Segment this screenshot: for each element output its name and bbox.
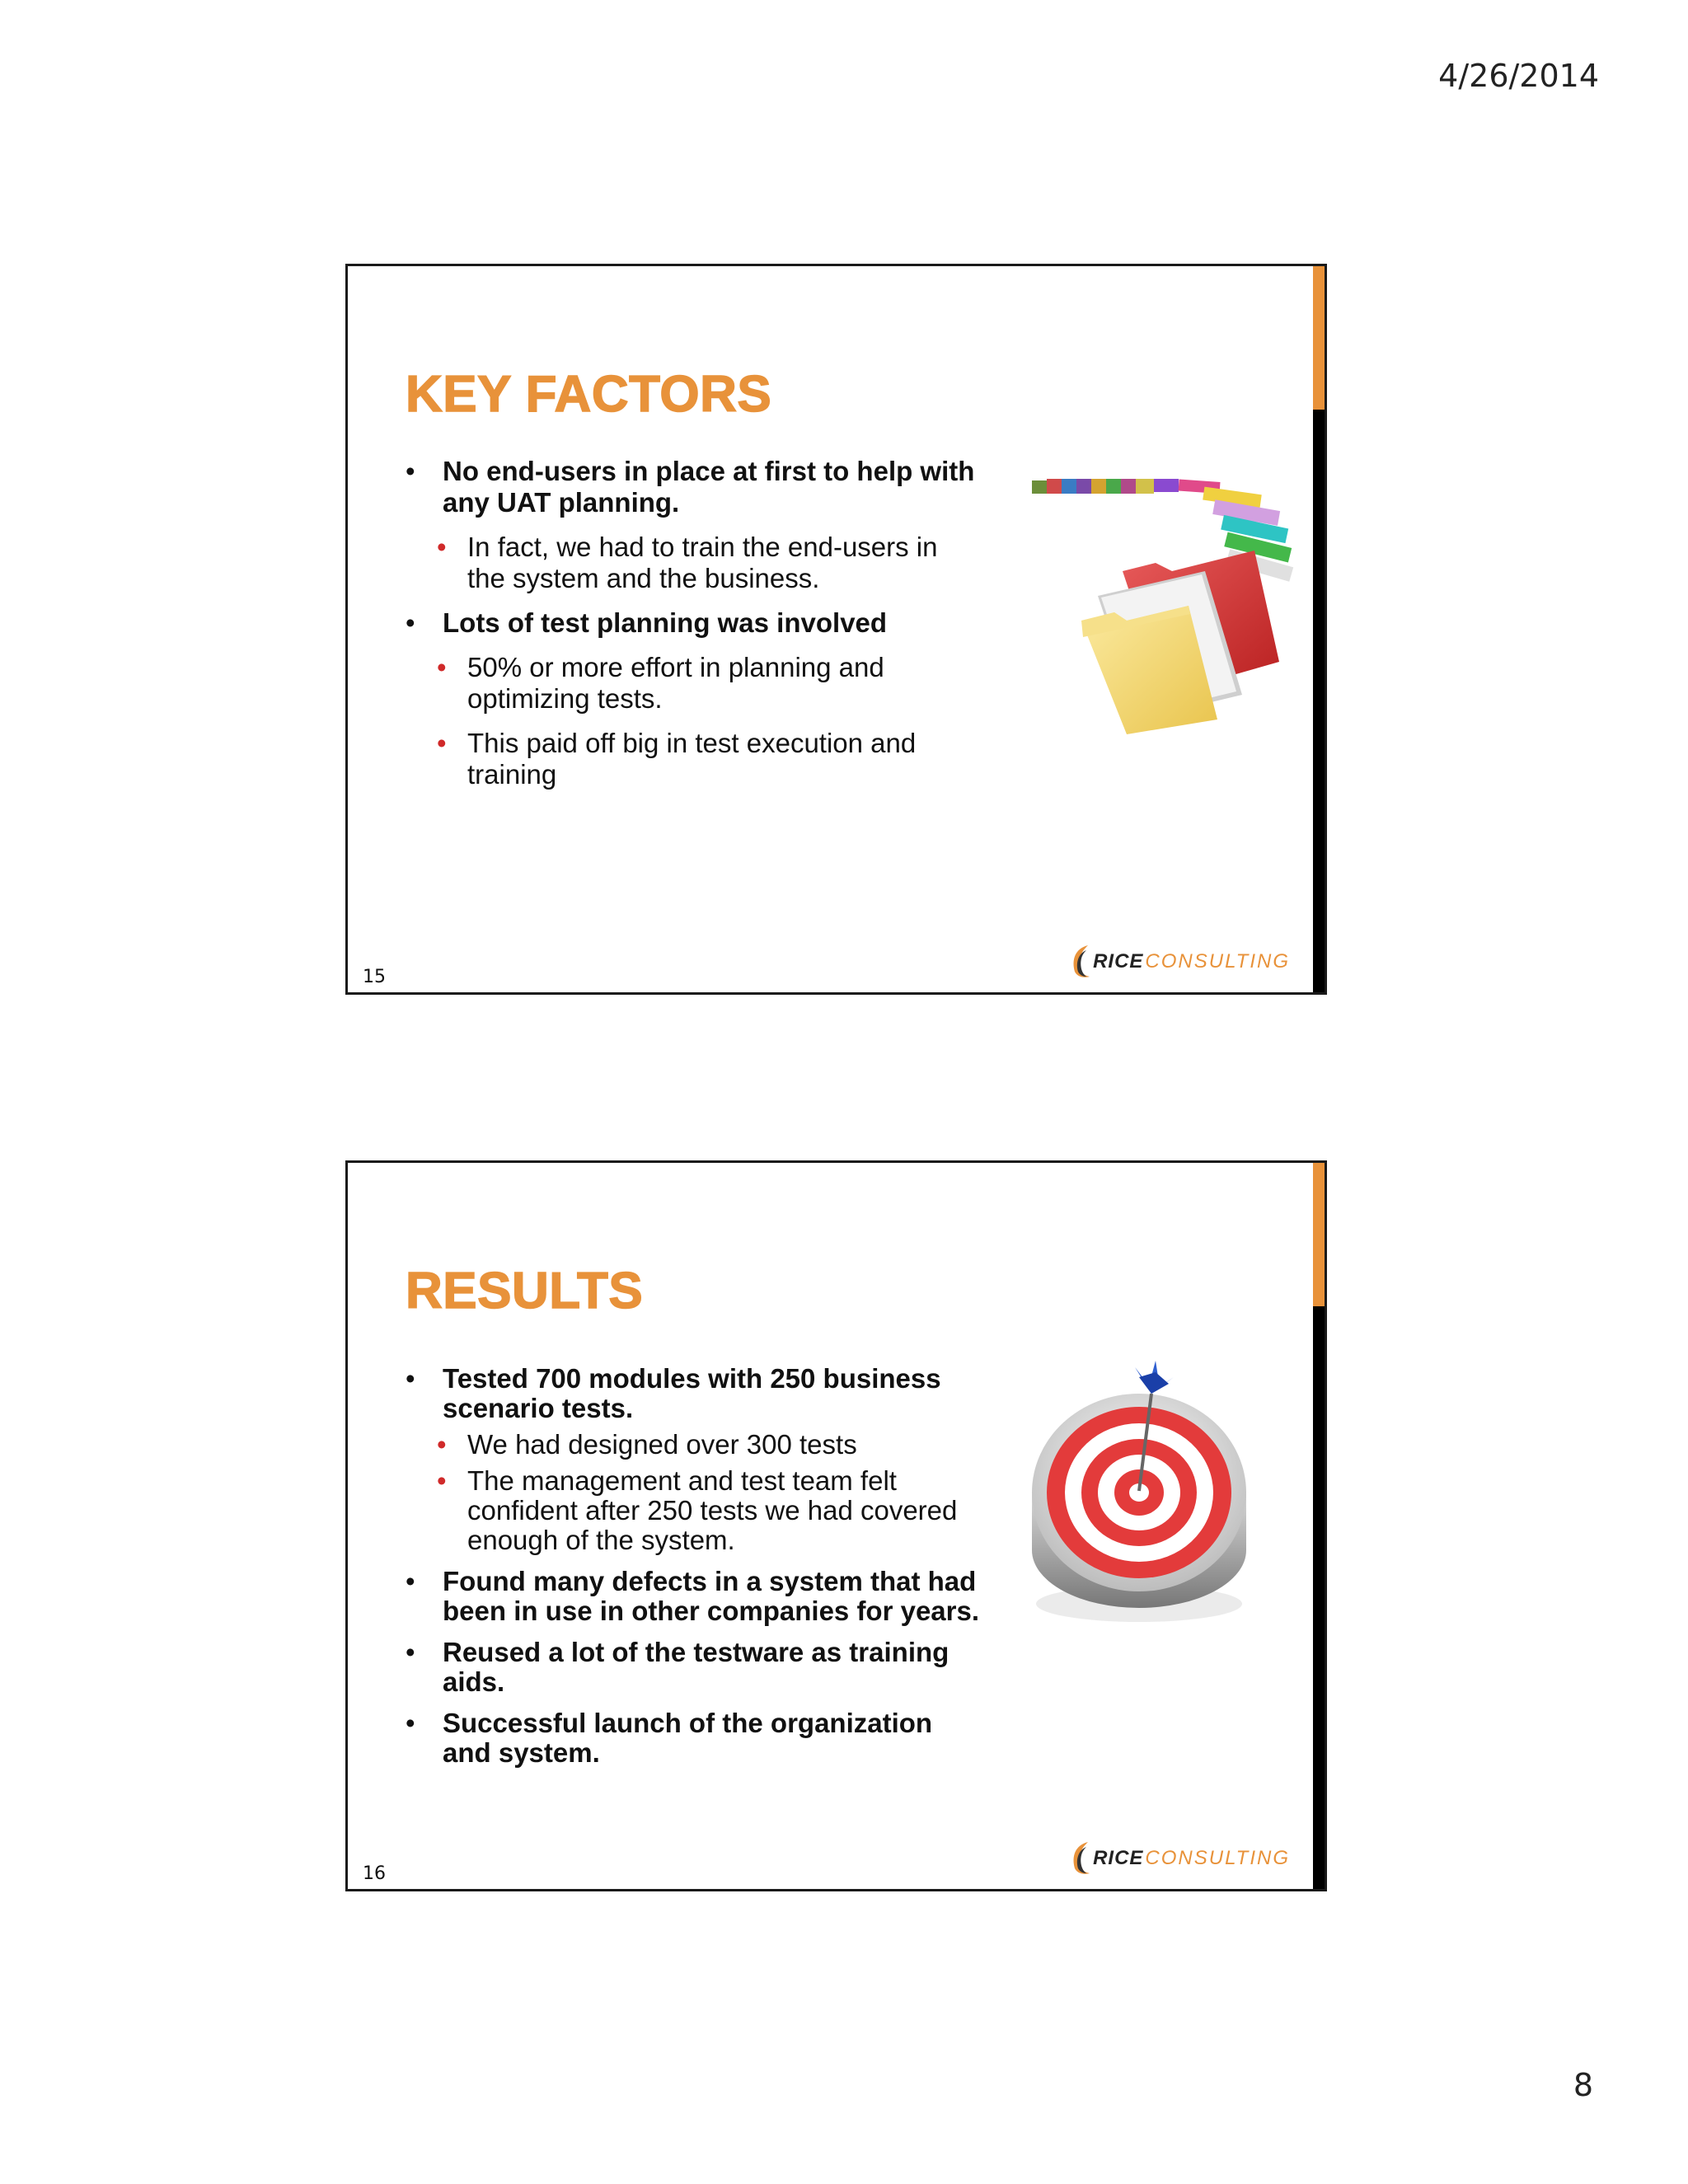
bullet-list — [406, 1352, 982, 1768]
page-date: 4/26/2014 — [1438, 58, 1599, 94]
slide-key-factors — [345, 264, 1327, 995]
bullet-item: • Lots of test planning was involved — [406, 607, 982, 639]
sub-bullet-item: • This paid off big in test execution and training — [437, 728, 982, 790]
page-number: 8 — [1573, 2067, 1593, 2103]
logo-text-consulting: CONSULTING — [1145, 950, 1290, 972]
slide-title: RESULTS — [406, 1263, 644, 1319]
sub-bullet-item: • The management and test team felt confident after 250 tests we had covered enough of the system. — [437, 1466, 982, 1555]
file-folders-icon — [1032, 472, 1304, 736]
slide-number: 16 — [363, 1863, 386, 1884]
bullet-list — [406, 456, 982, 790]
logo-text-rice: RICE — [1093, 950, 1144, 972]
logo-text-rice: RICE — [1093, 1847, 1144, 1869]
logo-swoosh-icon — [1070, 944, 1091, 980]
bullet-item: • No end-users in place at first to help with any UAT planning. — [406, 456, 982, 518]
slide-edge-bar — [1313, 1163, 1325, 1889]
sub-bullet-item: • In fact, we had to train the end-users in the system and the business. — [437, 532, 982, 594]
bullet-item: • Reused a lot of the testware as training aids. — [406, 1638, 982, 1697]
slide-edge-bar — [1313, 266, 1325, 992]
bullet-item: • Found many defects in a system that had been in use in other companies for years. — [406, 1567, 982, 1626]
rice-consulting-logo — [1070, 941, 1290, 982]
slide-results — [345, 1160, 1327, 1891]
slide-number: 15 — [363, 967, 386, 987]
bullet-item: • Tested 700 modules with 250 business scenario tests. — [406, 1364, 982, 1423]
rice-consulting-logo — [1070, 1838, 1290, 1879]
logo-swoosh-icon — [1070, 1840, 1091, 1877]
sub-bullet-item: • We had designed over 300 tests — [437, 1430, 982, 1460]
logo-text-consulting: CONSULTING — [1145, 1847, 1290, 1869]
slide-title: KEY FACTORS — [406, 366, 772, 423]
bullseye-target-icon — [1015, 1344, 1263, 1641]
bullet-item: • Successful launch of the organization and system. — [406, 1708, 982, 1768]
sub-bullet-item: • 50% or more effort in planning and optimizing tests. — [437, 652, 982, 715]
